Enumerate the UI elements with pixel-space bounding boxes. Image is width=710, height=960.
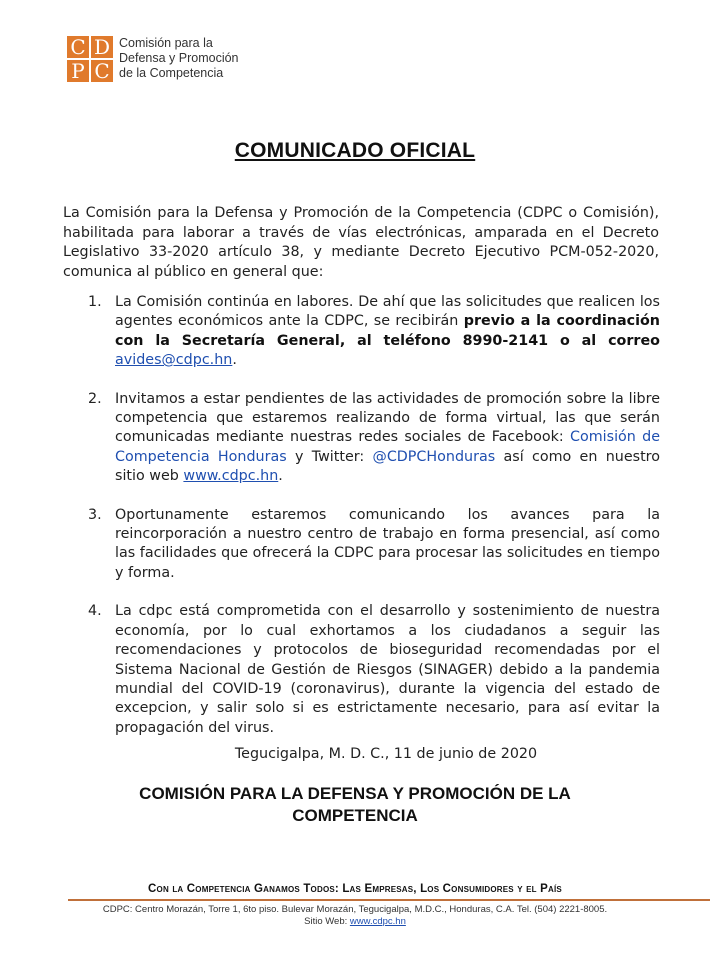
- date-line: Tegucigalpa, M. D. C., 11 de junio de 2020: [234, 746, 538, 762]
- item-text: y Twitter:: [286, 448, 373, 465]
- item-text: La cdpc está comprometida con el desarrollo y sostenimiento de nuestra economía, por lo cual exhortamos a los ciudadanos a seguir las recomendaciones y protocolos de bioseguridad recomendadas por el Sistema Nacional de Gestión de Riesgos (SINAGER) debido a la pandemia mundial del COVID-19 (coronavirus), durante la vigencia del estado de excepcion, y salir solo si es estrictamente necesario, para así evitar la propagación del virus.: [115, 603, 660, 736]
- footer-address: [0, 904, 710, 928]
- logo-mark: [67, 36, 113, 82]
- footer-website-link[interactable]: www.cdpc.hn: [349, 916, 406, 927]
- facebook-link[interactable]: Comisión de Competencia Honduras: [115, 429, 660, 465]
- cdpc-logo: [67, 36, 239, 82]
- web-line: [0, 916, 710, 928]
- logo-letter: C: [91, 60, 113, 82]
- twitter-link[interactable]: @CDPCHonduras: [372, 448, 496, 465]
- email-link[interactable]: avides@cdpc.hn: [115, 352, 233, 369]
- logo-letter: D: [91, 36, 113, 58]
- list-item: [88, 602, 660, 738]
- item-bold-text: previo a la coordinación con la Secretaría General, al teléfono 8990-2141 o al correo: [115, 313, 660, 349]
- list-item: [88, 506, 660, 584]
- item-number: 3.: [88, 506, 102, 523]
- signature-line: COMISIÓN PARA LA DEFENSA Y PROMOCIÓN DE LA: [139, 784, 571, 803]
- item-number: 2.: [88, 390, 102, 407]
- list-item: [88, 390, 660, 487]
- logo-line: de la Competencia: [119, 66, 224, 80]
- intro-paragraph: La Comisión para la Defensa y Promoción de la Competencia (CDPC o Comisión), habilitada para laborar a través de vías electrónicas, amparada en el Decreto Legislativo 33-2020 artículo 38, y mediante Decreto Ejecutivo PCM-052-2020, comunica al público en general que:: [63, 205, 659, 280]
- footer-divider: [68, 899, 710, 901]
- signature-block: [0, 783, 710, 827]
- website-link[interactable]: www.cdpc.hn: [183, 468, 279, 485]
- document-title: COMUNICADO OFICIAL: [234, 139, 476, 162]
- item-text-end: .: [278, 468, 283, 485]
- item-text: Invitamos a estar pendientes de las actividades de promoción sobre la libre competencia que estaremos realizando de forma virtual, las que serán comunicadas mediante nuestras redes sociales de Facebook:: [115, 390, 660, 446]
- item-text-end: .: [232, 352, 237, 369]
- item-text: así como en nuestro sitio web: [115, 448, 660, 485]
- item-number: 4.: [88, 603, 102, 620]
- footer-motto: Con la Competencia Ganamos Todos: Las Empresas, Los Consumidores y el País: [148, 883, 562, 895]
- numbered-list: [88, 293, 660, 738]
- item-number: 1.: [88, 294, 102, 310]
- item-text: La Comisión continúa en labores. De ahí que las solicitudes que realicen los agentes económicos ante la CDPC, se recibirán: [115, 294, 660, 330]
- logo-letter: C: [67, 36, 89, 58]
- web-label: Sitio Web:: [304, 916, 350, 927]
- logo-line: Comisión para la: [119, 36, 213, 50]
- logo-wordmark: [119, 36, 239, 81]
- address-line: CDPC: Centro Morazán, Torre 1, 6to piso. Bulevar Morazán, Tegucigalpa, M.D.C., Honduras, C.A. Tel. (504) 2221-8005.: [102, 904, 608, 915]
- signature-line: COMPETENCIA: [292, 806, 418, 825]
- list-item: [88, 293, 660, 371]
- logo-letter: P: [67, 60, 89, 82]
- logo-line: Defensa y Promoción: [119, 51, 239, 65]
- item-text: Oportunamente estaremos comunicando los avances para la reincorporación a nuestro centro de trabajo en forma presencial, así como las facilidades que ofrecerá la CDPC para procesar las solicitudes en tiempo y forma.: [115, 506, 660, 581]
